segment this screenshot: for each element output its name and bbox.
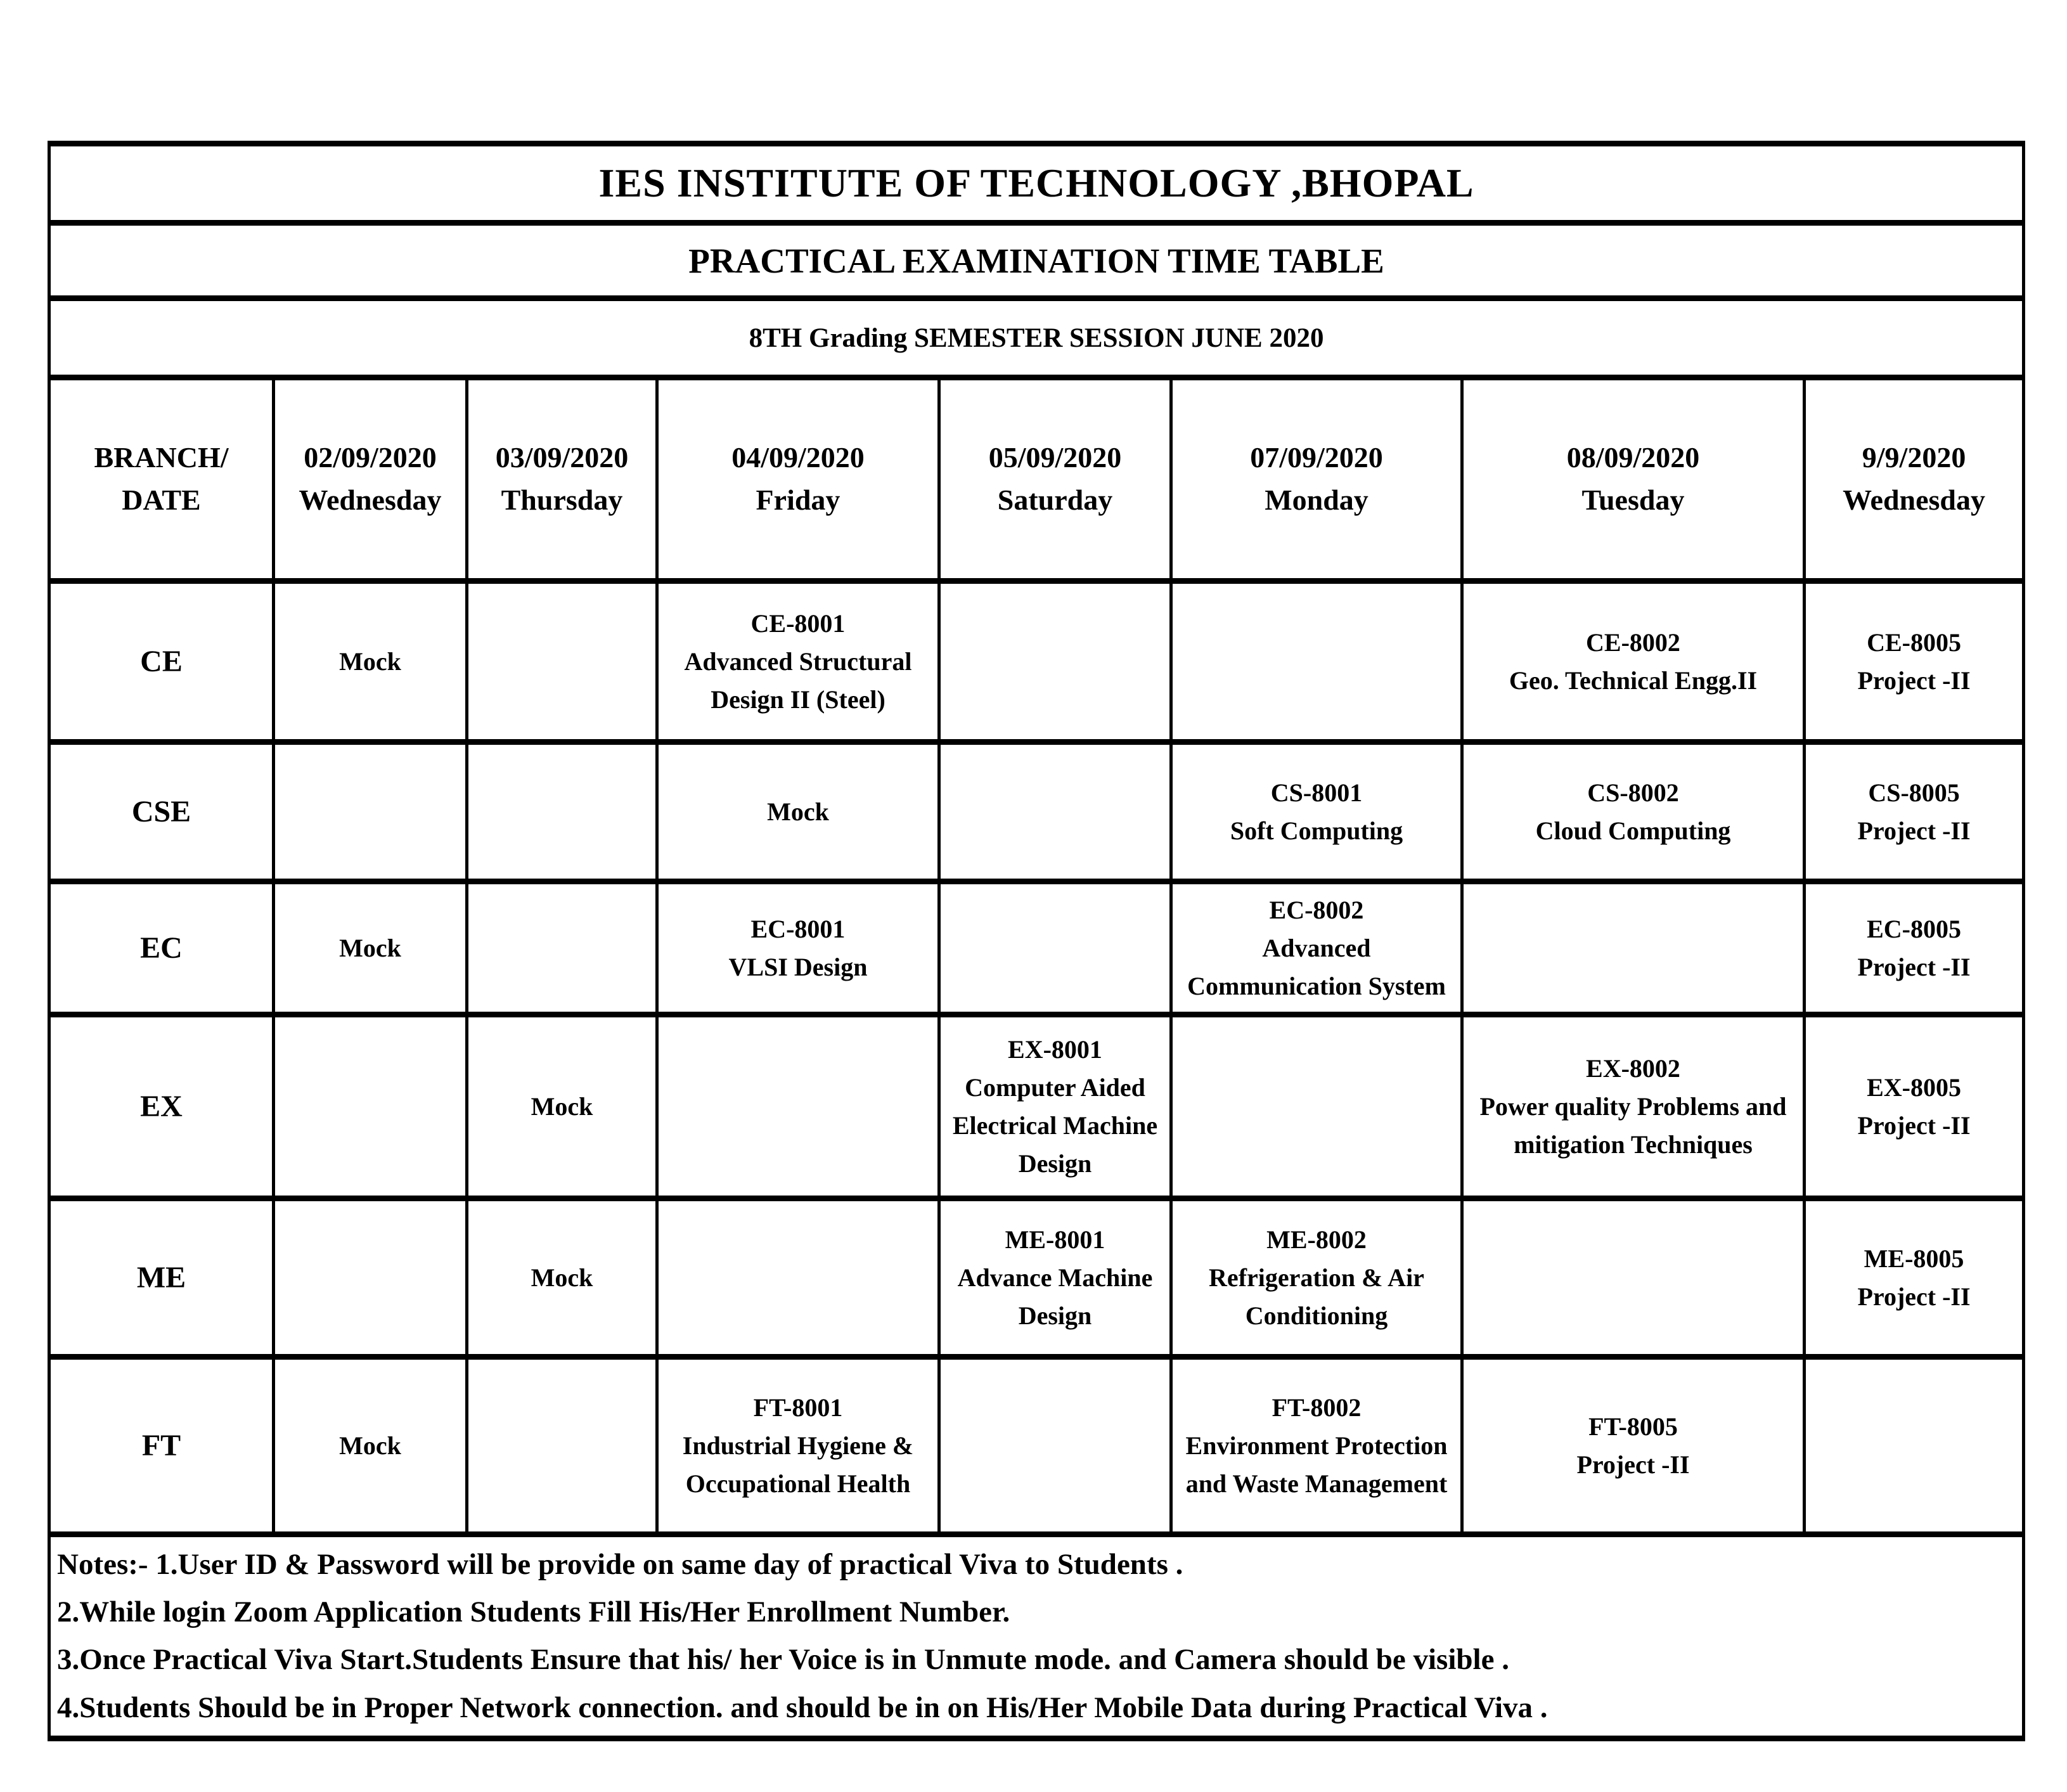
exam-cell bbox=[1462, 742, 1805, 882]
subject-name: Cloud Computing bbox=[1535, 816, 1731, 845]
subject-name: Project -II bbox=[1857, 816, 1971, 845]
header-day: Monday bbox=[1265, 484, 1368, 516]
subject-code: ME-8001 bbox=[1005, 1225, 1105, 1254]
branch-label: CSE bbox=[49, 742, 274, 882]
subject-code: FT-8005 bbox=[1588, 1412, 1678, 1441]
exam-cell bbox=[467, 1199, 657, 1357]
exam-cell bbox=[657, 1357, 939, 1535]
exam-cell bbox=[467, 1357, 657, 1535]
exam-cell bbox=[1805, 1199, 2024, 1357]
exam-cell bbox=[939, 1357, 1171, 1535]
header-day: Tuesday bbox=[1581, 484, 1685, 516]
exam-cell bbox=[1462, 882, 1805, 1015]
subject-code: EC-8005 bbox=[1867, 914, 1961, 943]
institute-title: IES INSTITUTE OF TECHNOLOGY ,BHOPAL bbox=[49, 144, 2024, 223]
subject-code: CE-8002 bbox=[1586, 628, 1680, 657]
subject-name: Mock bbox=[531, 1092, 593, 1121]
header-day: Friday bbox=[756, 484, 840, 516]
subject-code: CE-8001 bbox=[750, 609, 846, 638]
notes-block bbox=[49, 1535, 2024, 1739]
subject-name: Mock bbox=[767, 797, 829, 826]
exam-cell bbox=[657, 1199, 939, 1357]
subject-code: EC-8001 bbox=[750, 914, 846, 943]
exam-cell bbox=[657, 882, 939, 1015]
branch-row-cse bbox=[49, 742, 2024, 882]
branch-label: ME bbox=[49, 1199, 274, 1357]
exam-cell bbox=[274, 1015, 467, 1199]
exam-cell bbox=[1171, 1357, 1462, 1535]
date-header-wednesday-2 bbox=[1805, 378, 2024, 581]
corner-header-line2: DATE bbox=[122, 484, 201, 516]
exam-cell bbox=[274, 882, 467, 1015]
exam-cell bbox=[467, 742, 657, 882]
exam-cell bbox=[939, 1199, 1171, 1357]
subject-name: Project -II bbox=[1857, 1282, 1971, 1311]
date-header-monday bbox=[1171, 378, 1462, 581]
header-date: 03/09/2020 bbox=[495, 441, 629, 474]
subject-code: FT-8002 bbox=[1272, 1393, 1362, 1422]
header-date: 05/09/2020 bbox=[988, 441, 1122, 474]
subject-name: Mock bbox=[339, 1431, 401, 1460]
subject-code: EX-8002 bbox=[1586, 1054, 1680, 1083]
exam-cell bbox=[1805, 742, 2024, 882]
header-day: Wednesday bbox=[1843, 484, 1986, 516]
exam-cell bbox=[1171, 742, 1462, 882]
subject-code: CS-8001 bbox=[1270, 778, 1363, 807]
exam-cell bbox=[939, 1015, 1171, 1199]
subject-name: Computer Aided Electrical Machine Design bbox=[952, 1073, 1158, 1178]
branch-row-me bbox=[49, 1199, 2024, 1357]
branch-label: EX bbox=[49, 1015, 274, 1199]
header-day: Saturday bbox=[997, 484, 1113, 516]
subject-name: Geo. Technical Engg.II bbox=[1509, 666, 1758, 695]
exam-cell bbox=[467, 1015, 657, 1199]
document-title-row bbox=[49, 223, 2024, 299]
exam-cell bbox=[1171, 1015, 1462, 1199]
document-title: PRACTICAL EXAMINATION TIME TABLE bbox=[49, 223, 2024, 299]
branch-row-ec bbox=[49, 882, 2024, 1015]
exam-timetable bbox=[48, 141, 2025, 1741]
date-header-wednesday-1 bbox=[274, 378, 467, 581]
exam-cell bbox=[467, 882, 657, 1015]
subject-name: Soft Computing bbox=[1230, 816, 1403, 845]
subject-code: EC-8002 bbox=[1269, 895, 1364, 924]
exam-cell bbox=[1462, 1015, 1805, 1199]
exam-cell bbox=[1462, 1199, 1805, 1357]
header-date: 08/09/2020 bbox=[1566, 441, 1700, 474]
subject-name: Project -II bbox=[1576, 1450, 1690, 1479]
header-date: 04/09/2020 bbox=[731, 441, 865, 474]
corner-header-line1: BRANCH/ bbox=[94, 441, 229, 474]
session-title-row bbox=[49, 299, 2024, 378]
exam-cell bbox=[939, 882, 1171, 1015]
exam-cell bbox=[467, 581, 657, 742]
exam-cell bbox=[1171, 1199, 1462, 1357]
subject-name: Project -II bbox=[1857, 952, 1971, 981]
note-line-4: 4.Students Should be in Proper Network connection. and should be in on His/Her Mobile Data during Practical Viva . bbox=[57, 1691, 1548, 1724]
exam-cell bbox=[657, 742, 939, 882]
date-header-thursday bbox=[467, 378, 657, 581]
exam-cell bbox=[274, 742, 467, 882]
exam-cell bbox=[274, 581, 467, 742]
date-header-saturday bbox=[939, 378, 1171, 581]
exam-cell bbox=[274, 1199, 467, 1357]
exam-cell bbox=[274, 1357, 467, 1535]
header-date: 9/9/2020 bbox=[1862, 441, 1966, 474]
note-line-1: Notes:- 1.User ID & Password will be provide on same day of practical Viva to Students . bbox=[57, 1548, 1183, 1581]
subject-code: EX-8005 bbox=[1867, 1073, 1961, 1102]
branch-row-ex bbox=[49, 1015, 2024, 1199]
subject-code: CS-8002 bbox=[1587, 778, 1679, 807]
subject-name: Power quality Problems and mitigation Techniques bbox=[1479, 1092, 1787, 1159]
exam-cell bbox=[1171, 581, 1462, 742]
subject-name: Mock bbox=[339, 933, 401, 962]
exam-cell bbox=[939, 581, 1171, 742]
exam-cell bbox=[1805, 882, 2024, 1015]
date-header-row bbox=[49, 378, 2024, 581]
header-day: Thursday bbox=[501, 484, 623, 516]
exam-cell bbox=[1462, 581, 1805, 742]
branch-label: CE bbox=[49, 581, 274, 742]
exam-cell bbox=[657, 581, 939, 742]
subject-name: Mock bbox=[339, 647, 401, 676]
subject-name: Project -II bbox=[1857, 666, 1971, 695]
header-date: 07/09/2020 bbox=[1250, 441, 1383, 474]
date-header-friday bbox=[657, 378, 939, 581]
subject-name: Refrigeration & Air Conditioning bbox=[1209, 1263, 1424, 1330]
subject-code: FT-8001 bbox=[753, 1393, 843, 1422]
exam-cell bbox=[1805, 1015, 2024, 1199]
subject-name: VLSI Design bbox=[728, 952, 868, 981]
note-line-3: 3.Once Practical Viva Start.Students Ensure that his/ her Voice is in Unmute mode. and Camera should be visible . bbox=[57, 1643, 1509, 1677]
subject-code: EX-8001 bbox=[1008, 1035, 1102, 1064]
subject-code: ME-8002 bbox=[1266, 1225, 1367, 1254]
exam-cell bbox=[939, 742, 1171, 882]
corner-header-branch-date bbox=[49, 378, 274, 581]
exam-cell bbox=[1171, 882, 1462, 1015]
exam-cell bbox=[1805, 1357, 2024, 1535]
branch-label: EC bbox=[49, 882, 274, 1015]
subject-name: Mock bbox=[531, 1263, 593, 1292]
exam-cell bbox=[1462, 1357, 1805, 1535]
subject-name: Advance Machine Design bbox=[957, 1263, 1153, 1330]
subject-name: Environment Protection and Waste Management bbox=[1185, 1431, 1448, 1498]
notes-row bbox=[49, 1535, 2024, 1739]
exam-cell bbox=[657, 1015, 939, 1199]
note-line-2: 2.While login Zoom Application Students Fill His/Her Enrollment Number. bbox=[57, 1595, 1010, 1629]
exam-cell bbox=[1805, 581, 2024, 742]
subject-name: Industrial Hygiene & Occupational Health bbox=[682, 1431, 914, 1498]
branch-label: FT bbox=[49, 1357, 274, 1535]
header-day: Wednesday bbox=[299, 484, 442, 516]
subject-code: CE-8005 bbox=[1867, 628, 1961, 657]
institute-title-row bbox=[49, 144, 2024, 223]
subject-name: Project -II bbox=[1857, 1111, 1971, 1140]
subject-code: CS-8005 bbox=[1868, 778, 1960, 807]
subject-name: Advanced Communication System bbox=[1187, 933, 1446, 1000]
subject-code: ME-8005 bbox=[1864, 1244, 1964, 1273]
header-date: 02/09/2020 bbox=[304, 441, 437, 474]
subject-name: Advanced Structural Design II (Steel) bbox=[684, 647, 912, 714]
branch-row-ce bbox=[49, 581, 2024, 742]
branch-row-ft bbox=[49, 1357, 2024, 1535]
date-header-tuesday bbox=[1462, 378, 1805, 581]
session-title: 8TH Grading SEMESTER SESSION JUNE 2020 bbox=[49, 299, 2024, 378]
